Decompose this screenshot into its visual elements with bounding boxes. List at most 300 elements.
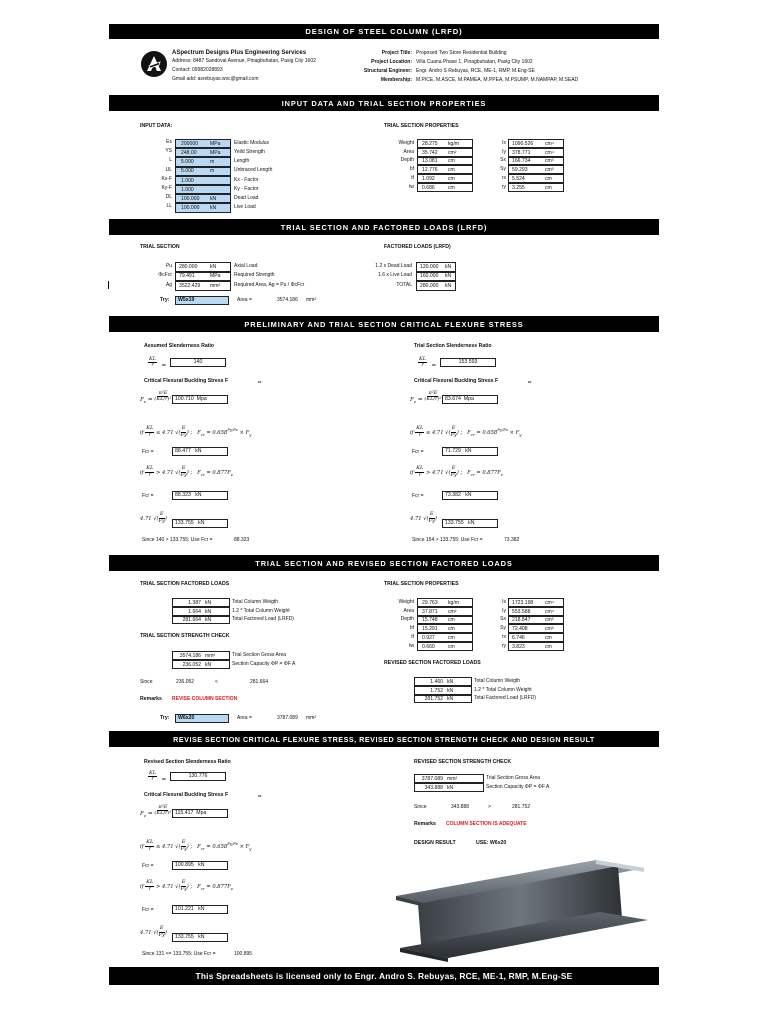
prop-value: 37.871 bbox=[422, 608, 438, 615]
input-value: 200000 bbox=[181, 140, 198, 147]
prop-cell bbox=[417, 148, 473, 157]
row-value: 281.664 bbox=[182, 617, 201, 624]
row-value: 343.888 bbox=[424, 784, 443, 791]
input-unit: MPa bbox=[210, 140, 221, 147]
limit-box bbox=[172, 519, 228, 528]
input-field[interactable] bbox=[175, 167, 231, 176]
prop-value: 72.408 bbox=[512, 626, 528, 633]
try-area-unit-1: mm² bbox=[306, 297, 316, 303]
row-description: Trial Section Gross Area bbox=[486, 774, 541, 781]
input-data-heading: INPUT DATA: bbox=[140, 123, 173, 129]
remarks-label-5: Remarks bbox=[414, 821, 436, 827]
try-area-label-2: Area = bbox=[237, 715, 252, 721]
fcr-inelastic-value: 71.729 bbox=[445, 448, 461, 454]
prop-cell bbox=[508, 157, 564, 166]
trial-value: 280.000 bbox=[179, 263, 198, 270]
input-field[interactable] bbox=[175, 157, 231, 166]
fcr-inelastic-box bbox=[172, 861, 228, 870]
slenderness-formula: $\frac{KL}{r}$ = bbox=[149, 769, 167, 783]
cfbs-subscript: cr bbox=[258, 380, 262, 384]
since-label-4: Since bbox=[140, 679, 153, 685]
prop-unit: cm bbox=[448, 175, 455, 182]
prop-unit: cm bbox=[448, 617, 455, 624]
slenderness-formula: $\frac{KL}{r}$ = bbox=[149, 355, 167, 369]
prop-unit: cm² bbox=[448, 149, 457, 156]
fcr-inelastic-value: 100.895 bbox=[175, 862, 194, 868]
row-value: 281.752 bbox=[424, 696, 443, 703]
fe-unit: Mpa bbox=[463, 396, 474, 402]
prop-cell bbox=[417, 607, 473, 616]
prop-unit: cm⁴ bbox=[545, 599, 554, 606]
input-value: 100.000 bbox=[181, 205, 200, 212]
rssc-heading: REVISED SECTION STRENGTH CHECK bbox=[414, 759, 512, 765]
limit-value: 133.755 bbox=[445, 520, 464, 526]
prop-key: Sy bbox=[500, 625, 506, 632]
remarks-value-4: REVISE COLUMN SECTION bbox=[172, 696, 238, 702]
input-field[interactable] bbox=[175, 148, 231, 157]
license-footer: This Spreadsheets is licensed only to Engr. Andro S. Rebuyas, RCE, ME-1, RMP, M.Eng-SE bbox=[109, 967, 659, 985]
prop-cell bbox=[417, 642, 473, 651]
prop-value: 12.776 bbox=[422, 167, 438, 174]
factored-key: 1.2 x Dead Load bbox=[375, 262, 412, 269]
since-fcr-value: 100.895 bbox=[234, 951, 253, 957]
input-field[interactable] bbox=[175, 139, 231, 148]
prop-key: Sy bbox=[500, 166, 506, 173]
prop-key: rx bbox=[501, 175, 506, 181]
factored-unit: kN bbox=[445, 273, 452, 280]
since-fcr-value: 88.323 bbox=[234, 537, 250, 543]
project-location-label: Project Location: bbox=[371, 59, 412, 65]
prop-unit: cm⁴ bbox=[545, 608, 554, 615]
input-unit: MPa bbox=[210, 149, 221, 156]
prop-unit: cm bbox=[545, 634, 552, 641]
prop-key: ry bbox=[501, 183, 506, 190]
since-b-5: 281.752 bbox=[512, 804, 531, 810]
prop-key: bf bbox=[409, 166, 414, 173]
input-unit: m bbox=[210, 168, 215, 175]
input-value: 5.000 bbox=[181, 159, 194, 166]
section-header-revised: TRIAL SECTION AND REVISED SECTION FACTORED LOADS bbox=[109, 555, 659, 571]
prop-value: 3.823 bbox=[512, 643, 525, 650]
prop-cell bbox=[417, 157, 473, 166]
input-field[interactable] bbox=[175, 203, 231, 212]
row-unit: mm² bbox=[447, 775, 458, 782]
row-value: 1.752 bbox=[430, 687, 443, 694]
value-cell bbox=[172, 660, 230, 669]
project-title-value: Proposed Two Store Residential Building bbox=[416, 50, 507, 56]
prop-cell bbox=[508, 624, 564, 633]
prop-value: 3.255 bbox=[512, 184, 525, 191]
prop-cell bbox=[417, 139, 473, 148]
design-result-label: DESIGN RESULT bbox=[414, 840, 456, 846]
prop-value: 166.734 bbox=[512, 158, 531, 165]
prop-cell bbox=[508, 183, 564, 192]
prop-value: 15.291 bbox=[422, 626, 438, 633]
input-description: Elastic Modulus bbox=[234, 139, 270, 146]
value-cell bbox=[414, 686, 472, 695]
input-description: Live Load bbox=[234, 204, 256, 211]
prop-cell bbox=[417, 616, 473, 625]
prop-key: Sx bbox=[500, 157, 506, 164]
factored-value: 280.000 bbox=[420, 282, 439, 289]
prop-key: Area bbox=[403, 607, 414, 614]
row-value: 3574.186 bbox=[179, 652, 201, 659]
prop-value: 29.763 bbox=[422, 599, 438, 606]
prop-key: Ix bbox=[502, 139, 506, 146]
prop-cell bbox=[417, 624, 473, 633]
cfbs-subscript: cr bbox=[528, 380, 532, 384]
try-section-w5x19[interactable]: W5x19 bbox=[175, 296, 229, 305]
value-cell bbox=[414, 677, 472, 686]
prop-value: 59.293 bbox=[512, 167, 528, 174]
euler-stress-formula: $F_e$ = $\frac{\text{π²E}}{\text{(KL/r)²}}$ bbox=[140, 389, 172, 405]
euler-stress-formula: $F_e$ = $\frac{\text{π²E}}{\text{(KL/r)²}}$ bbox=[410, 389, 442, 405]
prop-cell bbox=[508, 598, 564, 607]
prop-value: 6.746 bbox=[512, 634, 525, 641]
slenderness-value: 153.593 bbox=[440, 358, 496, 367]
fcr-label: Fcr = bbox=[412, 493, 424, 499]
input-symbol: Es bbox=[166, 139, 172, 145]
prop-unit: cm² bbox=[448, 608, 457, 615]
limit-formula: 4.71 √( $\frac{E}{Fy}$ ) bbox=[140, 511, 167, 524]
input-symbol: YS bbox=[165, 148, 172, 155]
prop-value: 378.771 bbox=[512, 149, 531, 156]
try-area-value-2: 3787.089 bbox=[277, 715, 298, 721]
factored-key: 1.6 x Live Load bbox=[378, 272, 412, 279]
section-header-result: REVISE SECTION CRITICAL FLEXURE STRESS, REVISED SECTION STRENGTH CHECK AND DESIGN RESULT bbox=[109, 731, 659, 747]
input-unit: kN bbox=[210, 195, 217, 202]
slenderness-value: 130.776 bbox=[170, 772, 226, 781]
input-symbol: Kx-F bbox=[161, 175, 172, 182]
limit-box bbox=[442, 519, 498, 528]
try-label-1: Try: bbox=[160, 297, 170, 303]
prop-unit: cm bbox=[448, 167, 455, 174]
project-location-value: Villa Cuana Phase 1, Pinagbuhatan, Pasig City 1602 bbox=[416, 59, 533, 65]
prop-unit: cm bbox=[448, 643, 455, 650]
section-header-flexure: PRELIMINARY AND TRIAL SECTION CRITICAL FLEXURE STRESS bbox=[109, 316, 659, 332]
prop-cell bbox=[508, 148, 564, 157]
since-fcr-value: 73.382 bbox=[504, 537, 520, 543]
prop-unit: kg/m bbox=[448, 599, 460, 606]
tssc-heading: TRIAL SECTION STRENGTH CHECK bbox=[140, 633, 230, 639]
input-description: Dead Load bbox=[234, 195, 259, 201]
rssr-heading: Revised Section Slenderness Ratio bbox=[144, 759, 231, 765]
rsfl-heading: REVISED SECTION FACTORED LOADS bbox=[384, 660, 481, 666]
kn-unit: kN bbox=[198, 520, 205, 526]
prop-cell bbox=[508, 607, 564, 616]
row-description: Section Capacity ΦP = ΦF A bbox=[486, 783, 550, 790]
input-description: Yeild Strength bbox=[234, 149, 265, 155]
fe-unit: Mpa bbox=[196, 396, 207, 402]
kn-unit: kN bbox=[198, 906, 205, 912]
prop-unit: cm⁴ bbox=[545, 149, 554, 156]
input-description: Ky - Factor bbox=[234, 185, 259, 192]
row-description: Total Column Weigth bbox=[474, 677, 521, 684]
input-symbol: LL bbox=[166, 203, 172, 210]
trial-description: Axial Load bbox=[234, 262, 258, 269]
limit-formula: 4.71 √( $\frac{E}{Fy}$ ) bbox=[410, 511, 437, 524]
kn-unit: kN bbox=[468, 520, 475, 526]
limit-box bbox=[172, 933, 228, 942]
input-field[interactable] bbox=[175, 176, 231, 185]
company-address: Address: 8487 Sandoval Avenue, Pinagbuhatan, Pasig City 1602 bbox=[172, 58, 316, 64]
prop-key: Iy bbox=[502, 607, 506, 614]
row-value: 1.460 bbox=[430, 678, 443, 685]
input-symbol: UL bbox=[165, 166, 172, 173]
trial-description: Required Strength bbox=[234, 272, 275, 279]
company-name: ASpectrum Designs Plus Engineering Services bbox=[172, 50, 307, 56]
prop-unit: cm bbox=[448, 158, 455, 165]
row-value: 3787.089 bbox=[421, 775, 443, 782]
trial-description: Required Area, Ag = Pu / ΦcFcr bbox=[234, 281, 305, 288]
row-description: Total Factored Load (LRFD) bbox=[474, 695, 536, 702]
remarks-value-5: COLUMN SECTION IS ADEQUATE bbox=[446, 821, 527, 827]
tsp2-heading: TRIAL SECTION PROPERTIES bbox=[384, 581, 459, 587]
membership-value: M.PICE, M.ASCE, M.PAMEA, M.PPEA, M.PSUMP, M.NAMPAP, M.SEAD bbox=[416, 77, 579, 83]
kn-unit: kN bbox=[465, 492, 472, 498]
prop-value: 35.742 bbox=[422, 149, 438, 156]
value-cell bbox=[172, 607, 230, 616]
prop-key: bf bbox=[409, 625, 414, 632]
tsfl-heading: TRIAL SECTION FACTORED LOADS bbox=[140, 581, 230, 587]
since-label-5: Since bbox=[414, 804, 427, 810]
input-description: Kx - Factor bbox=[234, 176, 259, 183]
try-area-label-1: Area = bbox=[237, 297, 252, 303]
cursor-mark bbox=[108, 281, 109, 289]
input-unit: kN bbox=[210, 205, 217, 212]
trial-section-heading: TRIAL SECTION bbox=[140, 244, 180, 250]
prop-unit: cm³ bbox=[545, 158, 554, 165]
try-section-w6x20[interactable]: W6x20 bbox=[175, 714, 229, 723]
prop-unit: cm⁴ bbox=[545, 140, 554, 147]
row-description: Total Column Weigth bbox=[232, 598, 279, 605]
assumed-flexure-block bbox=[140, 354, 380, 550]
row-unit: kN bbox=[447, 696, 454, 703]
prop-key: tf bbox=[411, 634, 414, 640]
cfbs-heading: Critical Flexural Buckling Stress F bbox=[144, 378, 229, 384]
elastic-condition: if $\frac{KL}{r}$ > 4.71 √( $\frac{E}{Fy}$ ) ; $F_{cr} = 0.877F_e$ bbox=[140, 465, 234, 478]
inelastic-condition: if $\frac{KL}{r}$ ≤ 4.71 √( $\frac{E}{Fy}$ ) ; $F_{cr} = 0.658^{Fy/Fe} \times F_y$ bbox=[410, 425, 522, 438]
row-unit: kN bbox=[205, 599, 212, 606]
euler-stress-box bbox=[172, 395, 228, 404]
prop-key: tw bbox=[409, 183, 414, 190]
input-field[interactable] bbox=[175, 194, 231, 203]
prop-value: 218.847 bbox=[512, 617, 531, 624]
prop-key: Iy bbox=[502, 148, 506, 155]
factored-key: TOTAL bbox=[396, 281, 412, 288]
since-statement: Since 154 > 133.755: Use Fcr = bbox=[412, 537, 483, 543]
trial-cell bbox=[175, 262, 231, 272]
prop-unit: cm bbox=[545, 175, 552, 182]
fcr-elastic-box bbox=[442, 491, 498, 500]
since-op-4: < bbox=[215, 679, 218, 685]
fcr-inelastic-box bbox=[172, 447, 228, 456]
steel-beam-image bbox=[386, 856, 652, 962]
fe-value: 83.674 bbox=[445, 396, 461, 402]
input-description: Unbraced Length bbox=[234, 167, 273, 174]
prop-cell bbox=[417, 165, 473, 174]
prop-value: 0.686 bbox=[422, 184, 435, 191]
limit-value: 133.755 bbox=[175, 520, 194, 526]
kn-unit: kN bbox=[198, 862, 205, 868]
membership-label: Membership: bbox=[380, 77, 412, 83]
structural-engineer-label: Structural Engineer: bbox=[363, 68, 412, 74]
prop-value: 13.081 bbox=[422, 158, 438, 165]
trial-symbol: Pu bbox=[165, 262, 172, 269]
prop-value: 0.927 bbox=[422, 634, 435, 641]
section-header-input: INPUT DATA AND TRIAL SECTION PROPERTIES bbox=[109, 95, 659, 111]
row-description: Trial Section Gross Area bbox=[232, 651, 287, 658]
row-unit: kN bbox=[447, 678, 454, 685]
prop-unit: cm³ bbox=[545, 626, 554, 633]
prop-cell bbox=[417, 183, 473, 192]
fcr-inelastic-value: 88.477 bbox=[175, 448, 191, 454]
row-description: Total Factored Load (LRFD) bbox=[232, 616, 294, 623]
prop-cell bbox=[417, 598, 473, 607]
prop-key: tf bbox=[411, 175, 414, 181]
fe-value: 100.710 bbox=[175, 396, 194, 402]
assumed-slenderness-heading: Assumed Slenderness Ratio bbox=[144, 343, 215, 349]
prop-value: 1.092 bbox=[422, 175, 435, 182]
fcr-elastic-value: 73.382 bbox=[445, 492, 461, 498]
prop-cell bbox=[508, 616, 564, 625]
prop-key: tw bbox=[409, 642, 414, 649]
trial-symbol: ΦcFcr bbox=[158, 272, 172, 279]
design-result-value: USE: W6x20 bbox=[476, 840, 507, 846]
factored-unit: kN bbox=[445, 263, 452, 270]
fcr-elastic-value: 88.323 bbox=[175, 492, 191, 498]
trial-unit: kN bbox=[210, 263, 217, 270]
factored-value: 160.000 bbox=[420, 273, 439, 280]
prop-cell bbox=[508, 165, 564, 174]
factored-value: 120.000 bbox=[420, 263, 439, 270]
value-cell bbox=[172, 651, 230, 660]
trial-value: 3522.429 bbox=[179, 282, 201, 289]
prop-value: 0.660 bbox=[422, 643, 435, 650]
input-value: 5.000 bbox=[181, 168, 194, 175]
page-title: DESIGN OF STEEL COLUMN (LRFD) bbox=[109, 24, 659, 39]
factored-cell bbox=[416, 272, 456, 282]
prop-unit: cm³ bbox=[545, 617, 554, 624]
input-value: 1.000 bbox=[181, 186, 194, 193]
value-cell bbox=[414, 774, 484, 783]
trial-unit: MPa bbox=[210, 273, 221, 280]
value-cell bbox=[172, 598, 230, 607]
try-label-2: Try: bbox=[160, 715, 170, 721]
row-value: 1.664 bbox=[188, 608, 201, 615]
kn-unit: kN bbox=[195, 492, 202, 498]
prop-key: Ix bbox=[502, 598, 506, 605]
prop-key: Weight bbox=[398, 598, 414, 605]
input-value: 248.00 bbox=[181, 149, 197, 156]
fcr-label: Fcr = bbox=[412, 449, 424, 455]
euler-stress-box bbox=[172, 809, 228, 818]
company-contact: Contact: 09982028893 bbox=[172, 67, 223, 73]
fcr-inelastic-box bbox=[442, 447, 498, 456]
row-description: Section Capacity ΦP = ΦF A bbox=[232, 660, 296, 667]
slenderness-formula: $\frac{KL}{r}$ = bbox=[419, 355, 437, 369]
prop-unit: cm bbox=[545, 184, 552, 191]
prop-cell bbox=[417, 174, 473, 183]
prop-unit: cm bbox=[448, 184, 455, 191]
input-symbol: L bbox=[169, 157, 172, 164]
since-b-4: 281.664 bbox=[250, 679, 269, 685]
cfbs-heading: Critical Flexural Buckling Stress F bbox=[144, 792, 229, 798]
fcr-label: Fcr = bbox=[142, 907, 154, 913]
euler-stress-box bbox=[442, 395, 498, 404]
factored-loads-heading: FACTORED LOADS (LRFD) bbox=[384, 244, 451, 250]
prop-key: Area bbox=[403, 148, 414, 155]
inelastic-condition: if $\frac{KL}{r}$ ≤ 4.71 √( $\frac{E}{Fy}$ ) ; $F_{cr} = 0.658^{Fy/Fe} \times F_y$ bbox=[140, 425, 252, 438]
prop-key: Depth bbox=[400, 157, 414, 164]
input-value: 1.000 bbox=[181, 177, 194, 184]
limit-formula: 4.71 √( $\frac{E}{Fy}$ ) bbox=[140, 925, 167, 938]
prop-key: Depth bbox=[400, 616, 414, 623]
section-header-trial: TRIAL SECTION AND FACTORED LOADS (LRFD) bbox=[109, 219, 659, 235]
input-value: 100.000 bbox=[181, 195, 200, 202]
trial-flexure-block bbox=[410, 354, 650, 550]
prop-unit: cm³ bbox=[545, 167, 554, 174]
structural-engineer-value: Engr. Andro S Rebuyas, RCE, ME-1, RMP, M.Eng-SE bbox=[416, 68, 535, 74]
prop-value: 553.588 bbox=[512, 608, 531, 615]
prop-cell bbox=[508, 139, 564, 148]
prop-value: 5.524 bbox=[512, 175, 525, 182]
fcr-label: Fcr = bbox=[142, 449, 154, 455]
prop-key: rx bbox=[501, 634, 506, 640]
factored-cell bbox=[416, 281, 456, 291]
prop-cell bbox=[417, 633, 473, 642]
prop-key: Weight bbox=[398, 139, 414, 146]
fcr-elastic-box bbox=[172, 491, 228, 500]
row-unit: kN bbox=[447, 687, 454, 694]
fcr-elastic-box bbox=[172, 905, 228, 914]
try-area-value-1: 3574.186 bbox=[277, 297, 298, 303]
prop-cell bbox=[508, 633, 564, 642]
prop-value: 15.748 bbox=[422, 617, 438, 624]
prop-unit: cm bbox=[448, 626, 455, 633]
limit-value: 133.755 bbox=[175, 934, 194, 940]
prop-value: 28.275 bbox=[422, 140, 438, 147]
factored-unit: kN bbox=[445, 282, 452, 289]
cfbs-heading: Critical Flexural Buckling Stress F bbox=[414, 378, 499, 384]
row-unit: kN bbox=[205, 617, 212, 624]
kn-unit: kN bbox=[195, 448, 202, 454]
trial-value: 79.491 bbox=[179, 273, 195, 280]
slenderness-value: 140 bbox=[170, 358, 226, 367]
euler-stress-formula: $F_e$ = $\frac{\text{π²E}}{\text{(KL/r)²}}$ bbox=[140, 803, 172, 819]
row-unit: kN bbox=[205, 661, 212, 668]
input-symbol: Ky-F bbox=[161, 185, 172, 191]
trial-cell bbox=[175, 272, 231, 282]
input-field[interactable] bbox=[175, 185, 231, 194]
row-description: 1.2 * Total Column Weight bbox=[474, 686, 532, 693]
row-value: 1.387 bbox=[188, 599, 201, 606]
value-cell bbox=[414, 783, 484, 792]
prop-unit: cm bbox=[448, 634, 455, 641]
fcr-elastic-value: 101.221 bbox=[175, 906, 194, 912]
factored-cell bbox=[416, 262, 456, 272]
row-description: 1.2 * Total Column Weight bbox=[232, 607, 290, 614]
try-area-unit-2: mm² bbox=[306, 715, 316, 721]
elastic-condition: if $\frac{KL}{r}$ > 4.71 √( $\frac{E}{Fy}$ ) ; $F_{cr} = 0.877F_e$ bbox=[410, 465, 504, 478]
prop-key: Sx bbox=[500, 616, 506, 623]
trial-unit: mm² bbox=[210, 282, 221, 289]
row-unit: mm² bbox=[205, 652, 216, 659]
remarks-label-4: Remarks bbox=[140, 696, 162, 702]
kn-unit: kN bbox=[198, 934, 205, 940]
trial-cell bbox=[175, 281, 231, 291]
since-statement: Since 140 > 133.755: Use Fcr = bbox=[142, 537, 213, 543]
